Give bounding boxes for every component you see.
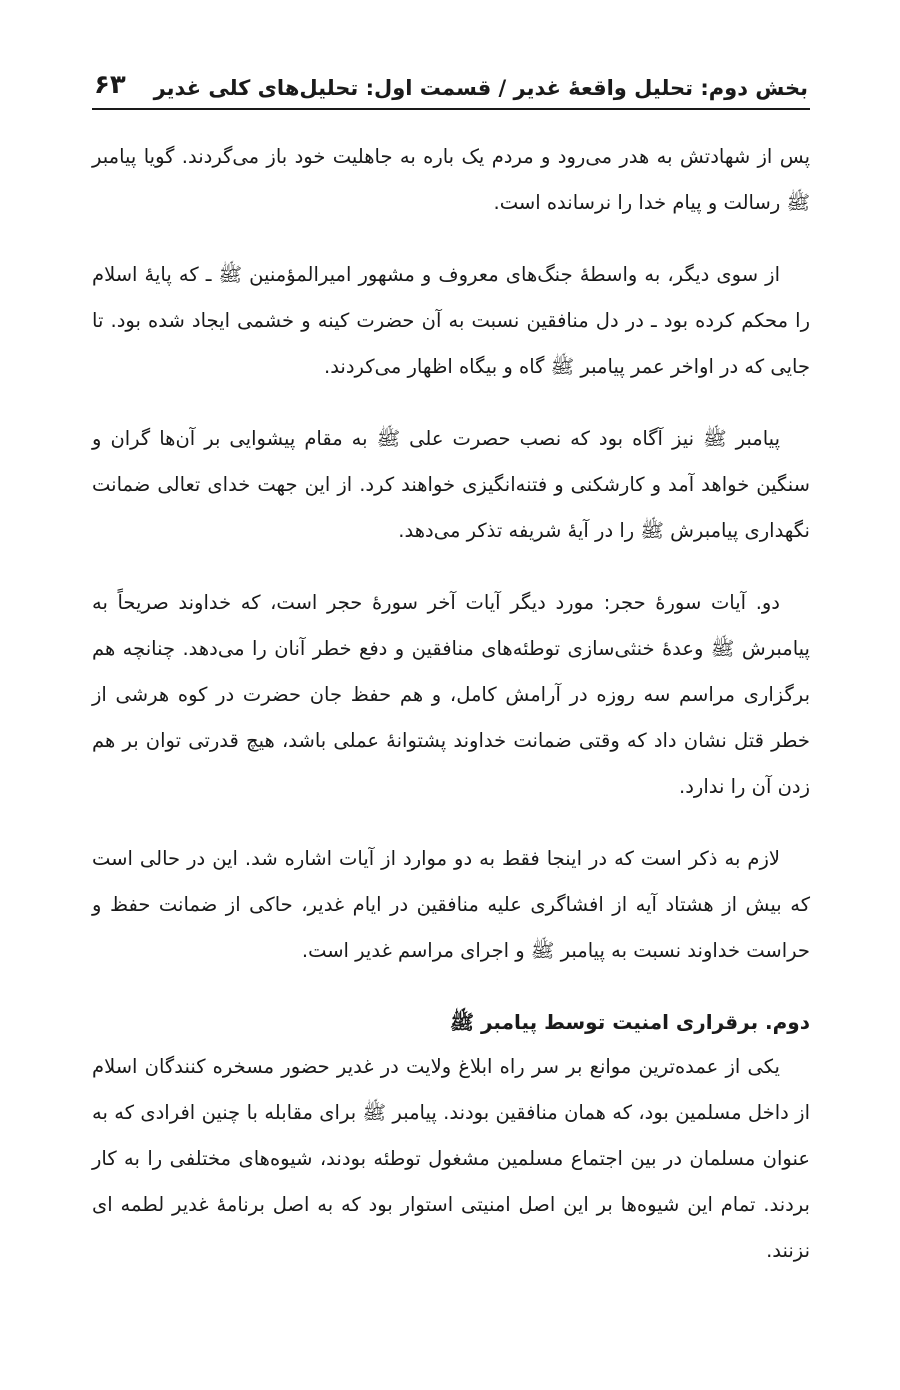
paragraph: از سوی دیگر، به واسطهٔ جنگ‌های معروف و مشهور امیرالمؤمنین ﷺ ـ که پایهٔ اسلام را محکم کرده بود ـ در دل منافقین نسبت به آن حضرت کینه و خشمی ایجاد شده بود. تا جایی که در اواخر عمر پیامبر ﷺ گاه و بیگاه اظهار می‌کردند. [92, 263, 810, 378]
page-number: ۶۳ [94, 70, 126, 100]
book-page [92, 60, 810, 1274]
section-heading: دوم. برقراری امنیت توسط پیامبر ﷺ [449, 1010, 810, 1034]
paragraph: لازم به ذکر است که در اینجا فقط به دو موارد از آیات اشاره شد. این در حالی است که بیش از هشتاد آیه از افشاگری علیه منافقین در ایام غدیر، حاکی از ضمانت حفظ و حراست خداوند نسبت به پیامبر ﷺ و اجرای مراسم غدیر است. [92, 847, 810, 962]
paragraph: پیامبر ﷺ نیز آگاه بود که نصب حصرت علی ﷺ به مقام پیشوایی بر آن‌ها گران و سنگین خواهد آمد و کارشکنی و فتنه‌انگیزی خواهند کرد. از این جهت خدای تعالی ضمانت نگهداری پیامبرش ﷺ را در آیهٔ شریفه تذکر می‌دهد. [92, 427, 810, 542]
running-header [92, 60, 810, 110]
running-header-title: بخش دوم: تحلیل واقعهٔ غدیر / قسمت اول: تحلیل‌های کلی غدیر [153, 76, 808, 100]
paragraph-continuation: پس از شهادتش به هدر می‌رود و مردم یک باره به جاهلیت خود باز می‌گردند. گویا پیامبر ﷺ رسالت و پیام خدا را نرسانده است. [92, 145, 810, 214]
page-content [92, 134, 810, 1274]
paragraph: دو. آیات سورهٔ حجر: مورد دیگر آیات آخر سورهٔ حجر است، که خداوند صریحاً به پیامبرش ﷺ وعدهٔ خنثی‌سازی توطئه‌های منافقین و دفع خطر آنان را می‌دهد. چنانچه هم برگزاری مراسم سه روزه در آرامش کامل، و هم حفظ جان حضرت در کوه هرشی از خطر قتل نشان داد که وقتی ضمانت خداوند پشتوانهٔ عملی باشد، هیچ قدرتی توان بر هم زدن آن را ندارد. [92, 591, 810, 798]
section-paragraph: یکی از عمده‌ترین موانع بر سر راه ابلاغ ولایت در غدیر حضور مسخره کنندگان اسلام از داخل مسلمین بود، که همان منافقین بودند. پیامبر ﷺ برای مقابله با چنین افرادی که به عنوان مسلمان در بین اجتماع مسلمین مشغول توطئه بودند، شیوه‌های مختلفی را به کار بردند. تمام این شیوه‌ها بر این اصل امنیتی استوار بود که به اصل برنامهٔ غدیر لطمه ای نزنند. [92, 1055, 810, 1262]
